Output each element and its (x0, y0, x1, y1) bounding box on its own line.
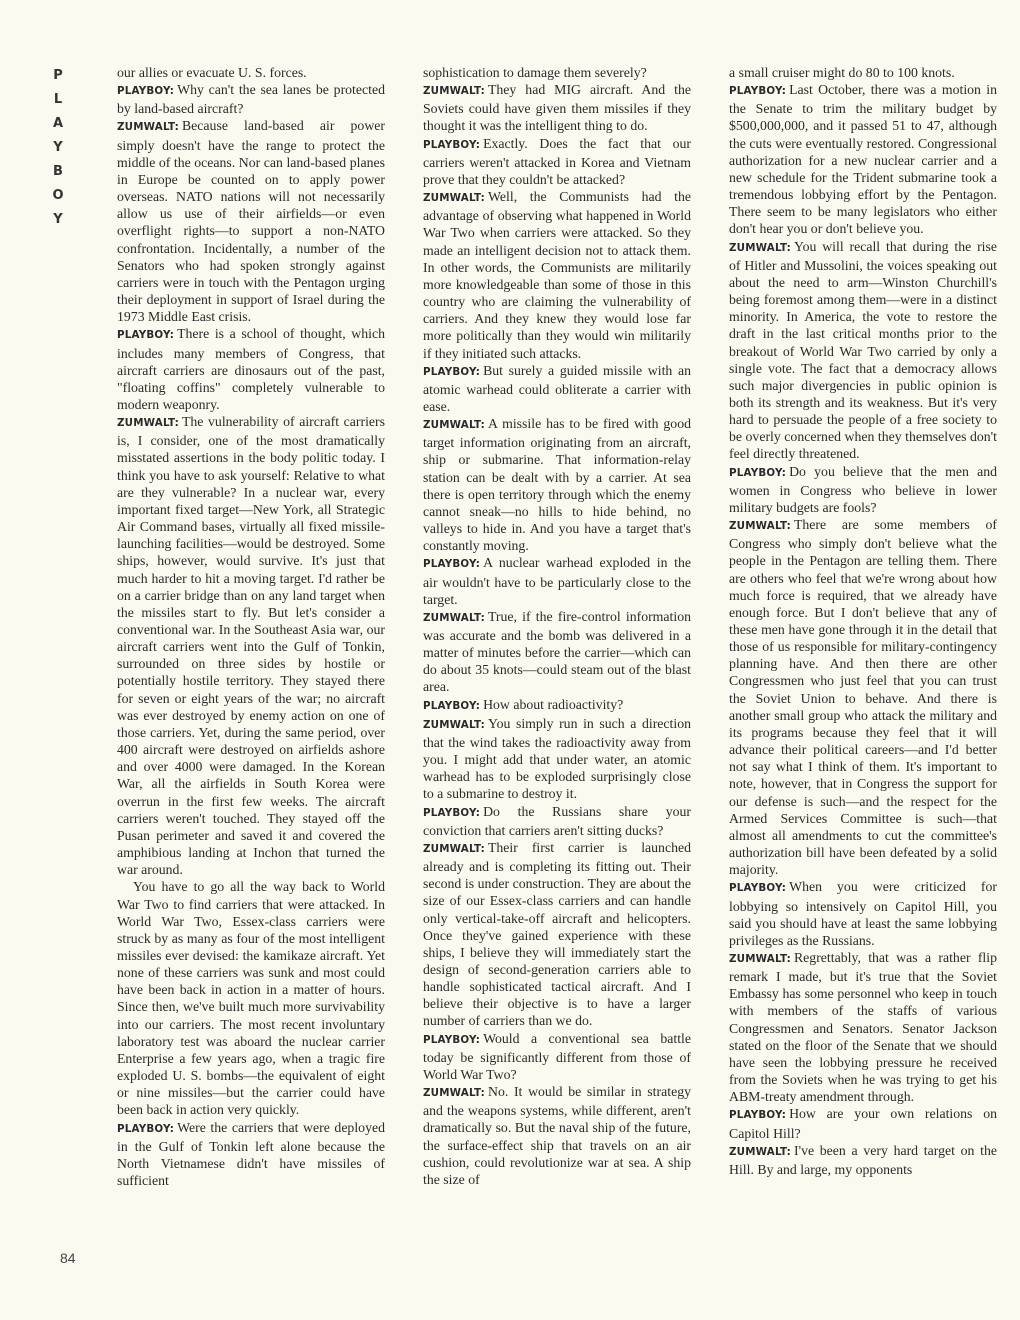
page-number: 84 (60, 1250, 76, 1266)
masthead-logo (50, 64, 66, 232)
masthead-letter: Y (53, 212, 63, 227)
paragraph-text: The vulnerability of aircraft carriers is, I consider, one of the most dramatically misstated assertions in the body politic today. I think you have to ask yourself: Relative to what are they vulnerable? In a nuclear war, every important fixed target—New York, all Strategic Air Command bases, virtually all fixed missile-launching facilities—would be destroyed. Some ships, however, would survive. It's just that much harder to hit a moving target. I'd rather be on a carrier bridge than on any land target when the missiles start to fly. But let's consider a conventional war. In the Southeast Asia war, our aircraft carriers went into the Gulf of Tonkin, surrounded on three sides by hostile or potentially hostile territory. They stayed there for seven or eight years of the war; no aircraft was ever destroyed by enemy action on one of those carriers. Yet, during the same period, over 400 aircraft were destroyed on airfields ashore and over 4000 were damaged. In the Korean War, all the airfields in South Korea were overrun in the first few weeks. The aircraft carriers weren't touched. They stayed off the Pusan perimeter and saved it and covered the amphibious landing at Inchon that turned the war around. (117, 414, 385, 878)
speaker-label: ZUMWALT: (117, 417, 179, 430)
speaker-label: ZUMWALT: (729, 1145, 791, 1158)
masthead-letter: O (52, 188, 64, 203)
paragraph-text: There are some members of Congress who simply don't believe what the people in the Pentagon are telling them. There are others who feel that we're wrong about how much force is required, that we already have enough force. But I don't believe that any of these men have gone through it in the detail that those of us responsible for military-contingency planning have. And then there are other Congressmen who just feel that you can trust the Soviet Union to behave. And there is another small group who attack the military and its programs because they feel that it will advance their political careers—and I'd better not say what I think of them. It's important to note, however, that in Congress the support for our defense is such—and the respect for the Armed Services Committee is such—that almost all amendments to cut the committee's authorization bill have been defeated by a solid majority. (729, 517, 997, 878)
paragraph (423, 135, 691, 188)
paragraph-text: How about radioactivity? (483, 696, 624, 712)
paragraph (423, 554, 691, 607)
speaker-label: PLAYBOY: (117, 85, 175, 98)
paragraph (729, 1142, 997, 1178)
paragraph-text: Exactly. Does the fact that our carriers weren't attacked in Korea and Vietnam prove that they couldn't be attacked? (423, 135, 691, 187)
masthead-letter: B (53, 164, 63, 179)
paragraph-text: There is a school of thought, which includes many members of Congress, that aircraft carriers are dinosaurs out of the past, "floating coffins" completely vulnerable to modern weaponry. (117, 326, 385, 412)
paragraph-text: Their first carrier is launched already and is completing its fitting out. Their second is under construction. They are about the size of our Essex-class carriers and can handle only vertical-take-off aircraft and helicopters. Once they've gained experience with these ships, I believe they will immediately start the design of second-generation carriers able to handle sophisticated tactical aircraft. And I believe their objective is to have a larger number of carriers than we do. (423, 839, 691, 1029)
paragraph-text: sophistication to damage them severely? (423, 65, 647, 80)
speaker-label: ZUMWALT: (729, 241, 791, 254)
paragraph (117, 325, 385, 413)
speaker-label: ZUMWALT: (423, 718, 485, 731)
paragraph (117, 64, 385, 81)
paragraph (729, 64, 997, 81)
masthead-letter: A (52, 116, 64, 131)
paragraph-text: Do you believe that the men and women in Congress who believe in lower military budgets are fools? (729, 463, 997, 515)
paragraph-text: You will recall that during the rise of Hitler and Mussolini, the voices speaking out about the need to arm—Winston Churchill's being foremost among them—were in a distinct minority. In America, the vote to restore the draft in the last critical months prior to the breakout of World War Two carried by only a single vote. The fact that a democracy allows such major divergencies in public opinion is both its strength and its weakness. But it's very hard to persuade the people of a free society to be overly concerned when they themselves don't feel directly threatened. (729, 238, 997, 462)
paragraph (729, 878, 997, 949)
paragraph (117, 878, 385, 1118)
article-body (117, 64, 997, 1269)
paragraph-text: You simply run in such a direction that the wind takes the radioactivity away from you. I might add that under water, an atomic warhead has to be exploded surprisingly close to a submarine to destroy it. (423, 715, 691, 802)
paragraph-text: our allies or evacuate U. S. forces. (117, 65, 307, 80)
paragraph (423, 188, 691, 362)
paragraph (423, 362, 691, 415)
paragraph (423, 1083, 691, 1188)
paragraph-text: How are your own relations on Capitol Hill? (729, 1106, 997, 1141)
paragraph-text: I've been a very hard target on the Hill. By and large, my opponents (729, 1142, 997, 1177)
paragraph-text: Were the carriers that were deployed in the Gulf of Tonkin left alone because the North Vietnamese didn't have missiles of sufficient (117, 1119, 385, 1188)
paragraph (729, 238, 997, 463)
paragraph-text: a small cruiser might do 80 to 100 knots. (729, 65, 955, 80)
paragraph (423, 608, 691, 696)
text-column-1 (117, 64, 385, 1269)
paragraph-text: Would a conventional sea battle today be significantly different from those of World War Two? (423, 1030, 691, 1082)
paragraph-text: True, if the fire-control information was accurate and the bomb was delivered in a matter of minutes before the carrier—which can do about 35 knots—could steam out of the blast area. (423, 608, 691, 695)
speaker-label: PLAYBOY: (117, 1122, 175, 1135)
speaker-label: ZUMWALT: (423, 1087, 485, 1100)
paragraph-text: No. It would be similar in strategy and the weapons systems, while different, aren't dramatically so. But the naval ship of the future, the surface-effect ship that travels on an air cushion, could revolutionize war at sea. A ship the size of (423, 1084, 691, 1187)
paragraph (423, 81, 691, 134)
speaker-label: ZUMWALT: (423, 419, 485, 432)
speaker-label: ZUMWALT: (423, 842, 485, 855)
paragraph-text: Last October, there was a motion in the Senate to trim the military budget by $500,000,000, and it passed 51 to 47, although the cuts were eventually restored. Congressional authorization for a new nuclear carrier and a new schedule for the Trident submarine took a tremendous lobbying effort by the Pentagon. There seem to be many legislators who either don't hear you or don't believe you. (729, 82, 997, 237)
paragraph (117, 1119, 385, 1190)
speaker-label: PLAYBOY: (423, 1033, 481, 1046)
speaker-label: ZUMWALT: (423, 192, 485, 205)
paragraph (423, 696, 691, 715)
speaker-label: PLAYBOY: (423, 699, 481, 712)
paragraph (117, 81, 385, 117)
paragraph (729, 463, 997, 516)
speaker-label: ZUMWALT: (423, 611, 485, 624)
text-column-2 (423, 64, 691, 1269)
paragraph-text: But surely a guided missile with an atomic warhead could obliterate a carrier with ease. (423, 362, 691, 414)
paragraph (729, 949, 997, 1105)
paragraph-text: A nuclear warhead exploded in the air wouldn't have to be particularly close to the target. (423, 555, 691, 607)
speaker-label: ZUMWALT: (117, 121, 179, 134)
paragraph-text: A missile has to be fired with good target information originating from an aircraft, ship or submarine. That information-relay station can be dealt with by a carrier. At sea there is open territory through which the enemy cannot sneak—no hills to hide behind, no valleys to hide in. And you have a target that's constantly moving. (423, 416, 691, 554)
speaker-label: PLAYBOY: (729, 466, 787, 479)
paragraph (729, 81, 997, 237)
paragraph (423, 839, 691, 1030)
speaker-label: ZUMWALT: (423, 85, 485, 98)
speaker-label: PLAYBOY: (729, 1109, 787, 1122)
paragraph-text: Regrettably, that was a rather flip remark I made, but it's true that the Soviet Embassy has some personnel who keep in touch with members of the staffs of various Congressmen and Senators. Senator Jackson stated on the floor of the Senate that we should have seen the lobbying pressure he received from the Soviets when he was trying to get his ABM-treaty amendment through. (729, 949, 997, 1105)
paragraph (729, 1105, 997, 1141)
paragraph-text: When you were criticized for lobbying so intensively on Capitol Hill, you said you should have at least the same lobbying privileges as the Russians. (729, 879, 997, 948)
paragraph (423, 803, 691, 839)
speaker-label: PLAYBOY: (423, 138, 481, 151)
speaker-label: PLAYBOY: (423, 806, 481, 819)
speaker-label: PLAYBOY: (729, 882, 787, 895)
speaker-label: ZUMWALT: (729, 952, 791, 965)
paragraph (117, 413, 385, 878)
paragraph-text: Well, the Communists had the advantage of observing what happened in World War Two when carriers were attacked. So they made an intelligent decision not to attack them. In other words, the Communists are militarily more knowledgeable than some of those in this country who are claiming the vulnerability of carriers. And they knew they would lose far more politically than they would win militarily if they initiated such attacks. (423, 189, 691, 361)
paragraph (423, 415, 691, 554)
paragraph-text: Because land-based air power simply doesn't have the range to protect the middle of the oceans. Nor can land-based planes in Europe be counted on to apply power overseas. NATO nations will not necessarily allow us use of their airfields—or even overflight rights—to support a non-NATO confrontation. Incidentally, a number of the Senators who had spoken strongly against carriers were in touch with the Pentagon urging their deployment in support of Israel during the 1973 Middle East crisis. (117, 118, 385, 325)
masthead-letter: P (53, 68, 63, 83)
masthead-letter: Y (53, 140, 63, 155)
paragraph (117, 117, 385, 325)
paragraph-text: You have to go all the way back to World War Two to find carriers that were attacked. In World War Two, Essex-class carriers were struck by as many as four of the most intelligent missiles ever devised: the kamikaze aircraft. Yet none of these carriers was sunk and most could have been back in action in a matter of hours. Since then, we've built much more survivability into our carriers. The most recent involuntary laboratory test was aboard the nuclear carrier Enterprise a few years ago, when a tragic fire exploded U. S. bombs—the equivalent of eight or nine missiles—but the carrier could have been back in action very quickly. (117, 879, 385, 1118)
text-column-3 (729, 64, 997, 1269)
paragraph-text: They had MIG aircraft. And the Soviets could have given them missiles if they thought it was the intelligent thing to do. (423, 82, 691, 134)
paragraph (729, 516, 997, 878)
speaker-label: PLAYBOY: (117, 329, 175, 342)
paragraph-text: Do the Russians share your conviction that carriers aren't sitting ducks? (423, 803, 691, 838)
speaker-label: PLAYBOY: (729, 85, 787, 98)
paragraph (423, 64, 691, 81)
speaker-label: ZUMWALT: (729, 520, 791, 533)
masthead-letter: L (53, 92, 63, 107)
paragraph (423, 715, 691, 803)
speaker-label: PLAYBOY: (423, 558, 481, 571)
paragraph (423, 1030, 691, 1083)
paragraph-text: Why can't the sea lanes be protected by land-based aircraft? (117, 82, 385, 117)
speaker-label: PLAYBOY: (423, 365, 481, 378)
